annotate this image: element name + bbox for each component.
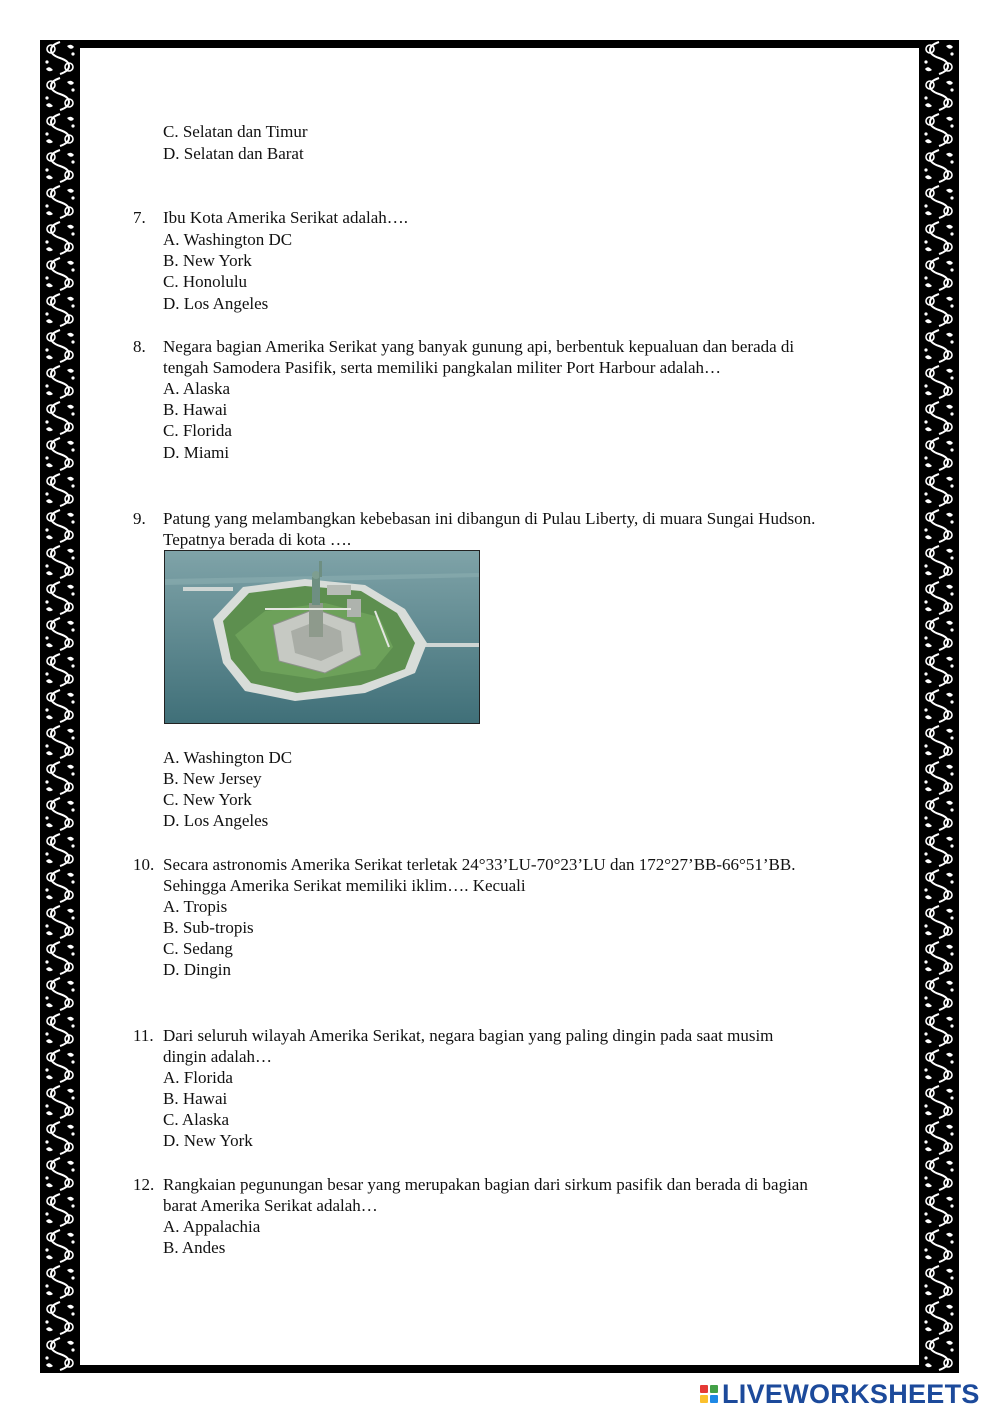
option-line: D. Selatan dan Barat: [163, 144, 304, 163]
question-number: 12.: [133, 1175, 155, 1194]
option-line: D. New York: [163, 1131, 253, 1150]
option-line: C. Florida: [163, 421, 232, 440]
question-text: tengah Samodera Pasifik, serta memiliki pangkalan militer Port Harbour adalah…: [163, 358, 722, 377]
question-text: Secara astronomis Amerika Serikat terletak 24°33’LU-70°23’LU dan 172°27’BB-66°51’BB.: [163, 855, 796, 874]
option-line: A. Washington DC: [163, 748, 293, 767]
option-line: B. Hawai: [163, 1089, 228, 1108]
option-line: D. Dingin: [163, 960, 231, 979]
logo-grid-icon: [700, 1385, 718, 1403]
logo-text: LIVEWORKSHEETS: [722, 1378, 980, 1409]
question-number: 11.: [133, 1026, 154, 1045]
option-line: C. New York: [163, 790, 252, 809]
option-line: A. Appalachia: [163, 1217, 261, 1236]
option-line: A. Alaska: [163, 379, 231, 398]
option-line: D. Los Angeles: [163, 294, 269, 313]
question-text: Tepatnya berada di kota ….: [163, 530, 352, 549]
option-line: A. Tropis: [163, 897, 228, 916]
option-line: D. Los Angeles: [163, 811, 269, 830]
option-line: B. New Jersey: [163, 769, 262, 788]
question-text: Patung yang melambangkan kebebasan ini dibangun di Pulau Liberty, di muara Sungai Hudson.: [163, 509, 816, 528]
option-line: B. New York: [163, 251, 252, 270]
option-line: D. Miami: [163, 443, 230, 462]
option-line: A. Washington DC: [163, 230, 293, 249]
statue-of-liberty-island-photo: [164, 550, 480, 724]
option-line: B. Hawai: [163, 400, 228, 419]
question-text: Negara bagian Amerika Serikat yang banyak gunung api, berbentuk kepualuan dan berada di: [163, 337, 795, 356]
option-line: C. Sedang: [163, 939, 233, 958]
question-text: barat Amerika Serikat adalah…: [163, 1196, 378, 1215]
question-text: dingin adalah…: [163, 1047, 273, 1066]
question-number: 7.: [133, 208, 146, 227]
option-line: C. Selatan dan Timur: [163, 122, 308, 141]
worksheet-content: [40, 40, 959, 1373]
question-text: Rangkaian pegunungan besar yang merupakan bagian dari sirkum pasifik dan berada di bagian: [163, 1175, 808, 1194]
liveworksheets-logo: [700, 1377, 980, 1411]
question-number: 8.: [133, 337, 146, 356]
option-line: C. Alaska: [163, 1110, 230, 1129]
option-line: A. Florida: [163, 1068, 233, 1087]
option-line: C. Honolulu: [163, 272, 248, 291]
option-line: B. Andes: [163, 1238, 226, 1257]
question-text: Sehingga Amerika Serikat memiliki iklim…. Kecuali: [163, 876, 526, 895]
question-number: 10.: [133, 855, 155, 874]
question-text: Dari seluruh wilayah Amerika Serikat, negara bagian yang paling dingin pada saat musim: [163, 1026, 774, 1045]
option-line: B. Sub-tropis: [163, 918, 254, 937]
question-number: 9.: [133, 509, 146, 528]
question-text: Ibu Kota Amerika Serikat adalah….: [163, 208, 409, 227]
